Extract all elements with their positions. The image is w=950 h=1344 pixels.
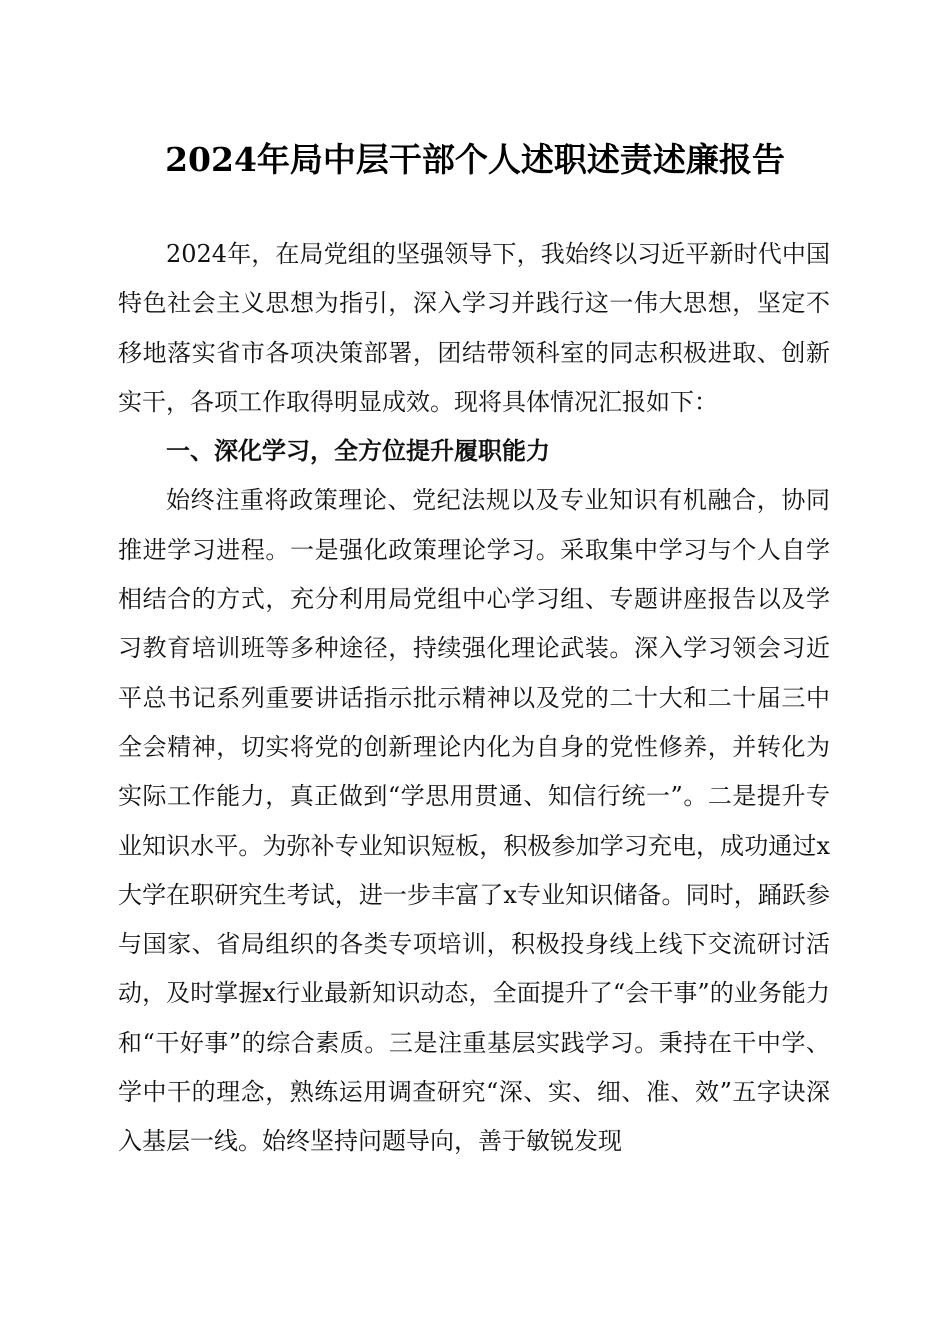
document-title: 2024年局中层干部个人述职述责述廉报告 xyxy=(165,140,785,179)
section-heading: 一、深化学习，全方位提升履职能力 xyxy=(166,437,550,466)
document-body xyxy=(118,230,830,1167)
section-paragraph: 始终注重将政策理论、党纪法规以及专业知识有机融合，协同推进学习进程。一是强化政策理论学习。采取集中学习与个人自学相结合的方式，充分利用局党组中心学习组、专题讲座报告以及学习教育培训班等多种途径，持续强化理论武装。深入学习领会习近平总书记系列重要讲话指示批示精神以及党的二十大和二十届三中全会精神，切实将党的创新理论内化为自身的党性修养，并转化为实际工作能力，真正做到“学思用贯通、知信行统一”。二是提升专业知识水平。为弥补专业知识短板，积极参加学习充电，成功通过x大学在职研究生考试，进一步丰富了x专业知识储备。同时，踊跃参与国家、省局组织的各类专项培训，积极投身线上线下交流研讨活动，及时掌握x行业最新知识动态，全面提升了“会干事”的业务能力和“干好事”的综合素质。三是注重基层实践学习。秉持在干中学、学中干的理念，熟练运用调查研究“深、实、细、准、效”五字诀深入基层一线。始终坚持问题导向，善于敏锐发现 xyxy=(118,486,830,1156)
intro-paragraph: 2024年，在局党组的坚强领导下，我始终以习近平新时代中国特色社会主义思想为指引，深入学习并践行这一伟大思想，坚定不移地落实省市各项决策部署，团结带领科室的同志积极进取、创新实干，各项工作取得明显成效。现将具体情况汇报如下： xyxy=(118,240,830,416)
